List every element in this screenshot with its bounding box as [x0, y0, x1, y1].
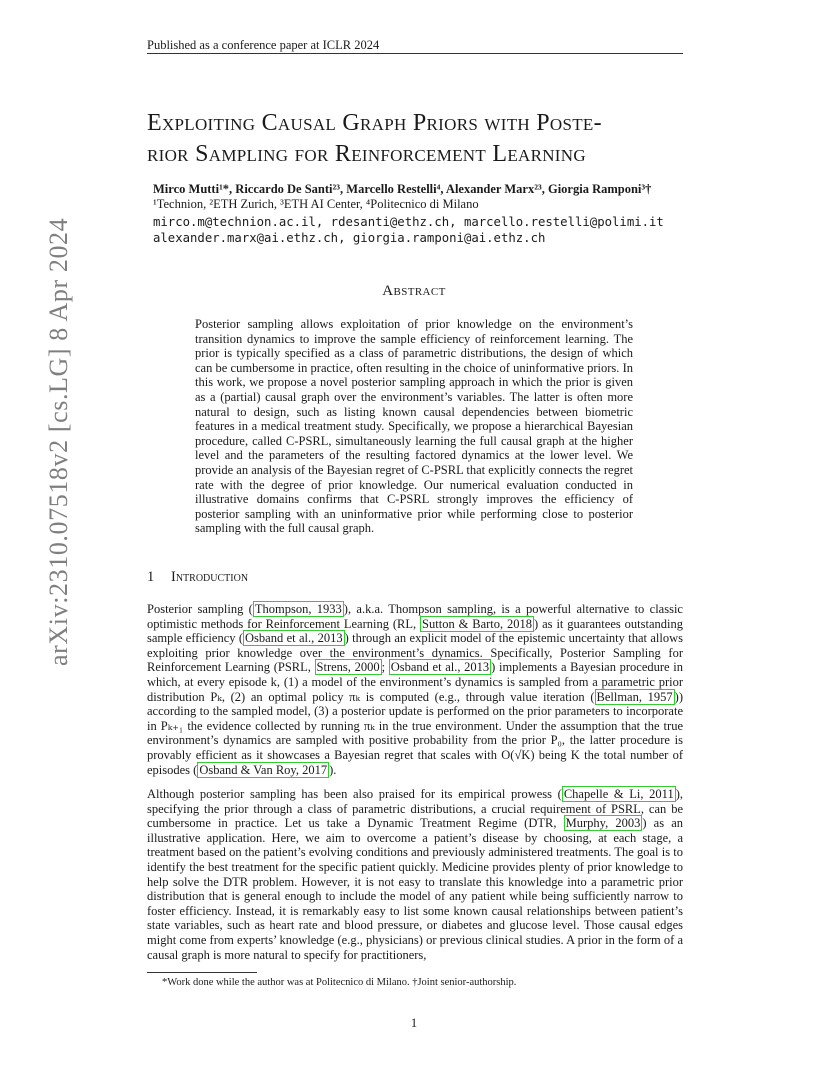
p2-text: ), specifying the prior through a class of parametric distributions, a crucial requirement of PSRL, can be cumbersome in practice. Let us take a Dynamic Treatment Regime (DTR, — [147, 787, 683, 831]
intro-paragraph-2 — [147, 787, 683, 962]
citation-link[interactable]: Chapelle & Li, 2011 — [563, 787, 674, 801]
arxiv-stamp — [9, 217, 73, 666]
abstract-body: Posterior sampling allows exploitation of prior knowledge on the environment’s transition dynamics to improve the sample efficiency of reinforcement learning. The prior is typically specified as a class of parametric distributions, the design of which can be cumbersome in practice, often resulting in the choice of uninformative priors. In this work, we propose a novel posterior sampling approach in which the prior is given as a (partial) causal graph over the environment’s variables. The latter is often more natural to design, such as listing known causal dependencies between biometric features in a medical treatment study. Specifically, we propose a hierarchical Bayesian procedure, called C-PSRL, simultaneously learning the full causal graph at the higher level and the parameters of the resulting factored dynamics at the lower level. We provide an analysis of the Bayesian regret of C-PSRL that explicitly connects the regret rate with the degree of prior knowledge. Our numerical evaluation conducted in illustrative domains confirms that C-PSRL strongly improves the efficiency of posterior sampling with an uninformative prior while performing close to posterior sampling with the full causal graph. — [195, 317, 633, 536]
p1-text: ; — [381, 660, 389, 675]
section-title: Introduction — [171, 569, 249, 585]
p1-text: ), a.k.a. Thompson sampling, is a powerful alternative to classic optimistic methods for Reinforcement Learning (RL, — [147, 602, 683, 631]
citation-link[interactable]: Thompson, 1933 — [254, 602, 342, 616]
footnote: *Work done while the author was at Politecnico di Milano. †Joint senior-authorship. — [162, 977, 517, 988]
authors-names: Mirco Mutti¹*, Riccardo De Santi²³, Marcello Restelli⁴, Alexander Marx²³, Giorgia Ramponi³† — [153, 182, 652, 196]
p2-text: ) as an illustrative application. Here, we aim to overcome a patient’s disease by choosing, at each stage, a treatment based on the patient’s evolving conditions and previously administered treatments. The goal is to identify the best treatment for the specific patient quickly. Medicine provides plenty of prior knowledge to help solve the DTR problem. However, it is not easy to translate this knowledge into a parametric prior distribution that is general enough to include the model of any patient while being sufficiently narrow to foster efficiency. Instead, it is remarkably easy to list some known causal relationships between patient’s state variables, such as heart rate and blood pressure, or diabetes and glucose level. Those causal edges might come from experts’ knowledge (e.g., physicians) or previous clinical studies. A prior in the form of a causal graph is more natural to specify for practitioners, — [147, 816, 683, 962]
email-list — [153, 214, 664, 246]
p2-text: Although posterior sampling has been also praised for its empirical prowess ( — [147, 787, 562, 801]
citation-link[interactable]: Osband & Van Roy, 2017 — [199, 762, 328, 777]
footnote-rule — [147, 972, 257, 973]
citation-link[interactable]: Strens, 2000 — [316, 660, 380, 675]
title-line-1: Exploiting Causal Graph Priors with Poste- — [147, 110, 602, 136]
arxiv-id: arXiv:2310.07518v2 [cs.LG] 8 Apr 2024 — [44, 217, 73, 666]
author-list — [153, 182, 713, 197]
citation-link[interactable]: Murphy, 2003 — [565, 816, 641, 831]
title-line-2: rior Sampling for Reinforcement Learning — [147, 141, 586, 167]
p1-text: )) according to the sampled model, (3) a posterior update is performed on the prior parameters to incorporate in Pₖ₊₁ the evidence collected by running πₖ in the true environment. Under the assumption that the true environment’s dynamics are sampled with positive probability from the prior P₀, the latter procedure is provably efficient as it showcases a Bayesian regret that scales with O(√K) being K the total number of episodes ( — [147, 689, 683, 777]
p1-text: ) as it guarantees outstanding sample efficiency ( — [147, 616, 683, 646]
header-rule — [147, 53, 683, 54]
email-line-2: alexander.marx@ai.ethz.ch, giorgia.ramponi@ai.ethz.ch — [153, 231, 546, 245]
email-line-1: mirco.m@technion.ac.il, rdesanti@ethz.ch, marcello.restelli@polimi.it — [153, 215, 664, 229]
running-header: Published as a conference paper at ICLR 2024 — [147, 38, 380, 52]
citation-link[interactable]: Osband et al., 2013 — [245, 631, 343, 646]
section-number: 1 — [147, 569, 155, 585]
p1-text: Posterior sampling ( — [147, 602, 253, 616]
intro-paragraph-1 — [147, 602, 683, 777]
section-heading — [147, 569, 248, 586]
p1-text: ). — [329, 762, 337, 777]
affiliations: ¹Technion, ²ETH Zurich, ³ETH AI Center, ⁴Politecnico di Milano — [153, 197, 479, 211]
p1-text: ) implements a Bayesian procedure in which, at every episode k, (1) a model of the environment’s dynamics is sampled from a parametric prior distribution Pₖ, (2) an optimal policy πₖ is computed (e.g., through value iteration ( — [147, 660, 683, 704]
citation-link[interactable]: Osband et al., 2013 — [390, 660, 490, 675]
abstract-heading: Abstract — [382, 283, 446, 299]
citation-link[interactable]: Bellman, 1957 — [596, 689, 673, 704]
paper-title — [147, 108, 707, 170]
p1-text: ) through an explicit model of the epistemic uncertainty that allows exploiting prior knowledge over the environment’s dynamics. Specifically, Posterior Sampling for Reinforcement Learning (PSRL, — [147, 631, 683, 675]
page-number: 1 — [410, 1016, 418, 1030]
citation-link[interactable]: Sutton & Barto, 2018 — [422, 616, 533, 631]
